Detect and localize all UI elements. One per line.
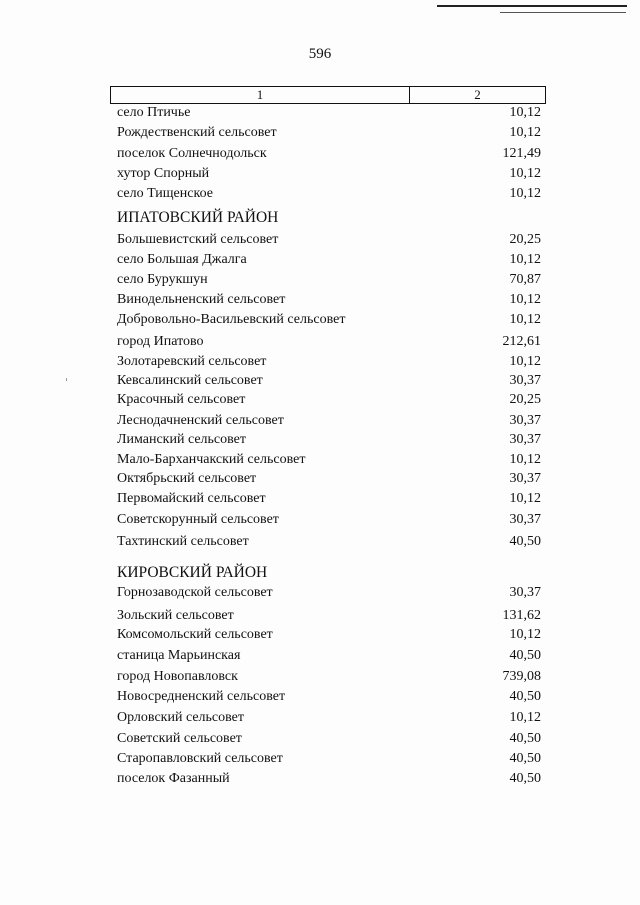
table-row (117, 687, 541, 707)
row-value: 20,25 (509, 392, 541, 407)
table-header (110, 86, 546, 104)
row-value: 10,12 (509, 312, 541, 327)
scan-speck (66, 378, 67, 381)
row-name: село Тищенское (117, 186, 213, 201)
table-row (117, 583, 541, 603)
row-name: Леснодачненский сельсовет (117, 413, 284, 428)
row-value: 30,37 (509, 413, 541, 428)
row-name: город Новопавловск (117, 669, 238, 684)
table-row (117, 749, 541, 769)
table-row (117, 144, 541, 164)
row-name: Советскорунный сельсовет (117, 512, 279, 527)
table-row (117, 310, 541, 330)
row-name: поселок Солнечнодольск (117, 146, 267, 161)
table-row (117, 606, 541, 626)
row-name: село Бурукшун (117, 272, 208, 287)
row-name: Добровольно-Васильевский сельсовет (117, 312, 346, 327)
section-title: ИПАТОВСКИЙ РАЙОН (117, 209, 279, 226)
row-name: Мало-Барханчакский сельсовет (117, 452, 306, 467)
table-row (117, 769, 541, 789)
table-row (117, 371, 541, 391)
row-value: 10,12 (509, 710, 541, 725)
row-name: станица Марьинская (117, 648, 241, 663)
row-name: Тахтинский сельсовет (117, 534, 249, 549)
row-value: 10,12 (509, 186, 541, 201)
row-value: 10,12 (509, 105, 541, 120)
table-row (117, 411, 541, 431)
row-name: село Птичье (117, 105, 191, 120)
row-value: 40,50 (509, 731, 541, 746)
row-value: 212,61 (502, 334, 541, 349)
page-number: 596 (308, 46, 332, 62)
table-row (117, 164, 541, 184)
row-name: хутор Спорный (117, 166, 210, 181)
table-row (117, 103, 541, 123)
table-row (117, 532, 541, 552)
row-name: Октябрьский сельсовет (117, 471, 257, 486)
row-value: 739,08 (502, 669, 541, 684)
row-name: город Ипатово (117, 334, 204, 349)
row-name: Новосредненский сельсовет (117, 689, 286, 704)
column-header-2: 2 (474, 87, 481, 102)
row-name: Комсомольский сельсовет (117, 627, 273, 642)
row-name: Винодельненский сельсовет (117, 292, 286, 307)
table-row (117, 352, 541, 372)
table-row (117, 390, 541, 410)
section-title: КИРОВСКИЙ РАЙОН (117, 564, 268, 581)
row-value: 30,37 (509, 585, 541, 600)
row-name: Золотаревский сельсовет (117, 354, 267, 369)
top-rule (437, 5, 627, 7)
row-name: Красочный сельсовет (117, 392, 246, 407)
table-row (117, 290, 541, 310)
table-row (117, 450, 541, 470)
table-row (117, 625, 541, 645)
row-value: 30,37 (509, 512, 541, 527)
row-name: село Большая Джалга (117, 252, 247, 267)
row-name: Рождественский сельсовет (117, 125, 277, 140)
top-rule-secondary (500, 12, 626, 13)
table-row (117, 646, 541, 666)
row-name: Первомайский сельсовет (117, 491, 266, 506)
row-name: Лиманский сельсовет (117, 432, 247, 447)
table-row (117, 510, 541, 530)
table-row (117, 123, 541, 143)
row-name: Старопавловский сельсовет (117, 751, 283, 766)
row-value: 121,49 (502, 146, 541, 161)
row-value: 30,37 (509, 471, 541, 486)
table-row (117, 184, 541, 204)
table-row (117, 270, 541, 290)
row-value: 10,12 (509, 354, 541, 369)
table-row (117, 230, 541, 250)
row-name: Горнозаводской сельсовет (117, 585, 273, 600)
row-name: Зольский сельсовет (117, 608, 234, 623)
row-value: 40,50 (509, 751, 541, 766)
row-value: 10,12 (509, 252, 541, 267)
row-name: Большевистский сельсовет (117, 232, 279, 247)
column-header-1: 1 (111, 87, 410, 103)
row-value: 10,12 (509, 627, 541, 642)
row-value: 40,50 (509, 689, 541, 704)
table-row (117, 332, 541, 352)
row-value: 10,12 (509, 292, 541, 307)
row-name: поселок Фазанный (117, 771, 230, 786)
table-row (117, 729, 541, 749)
table-row (117, 667, 541, 687)
row-value: 20,25 (509, 232, 541, 247)
table-row (117, 708, 541, 728)
table-row (117, 469, 541, 489)
row-value: 10,12 (509, 125, 541, 140)
row-value: 40,50 (509, 771, 541, 786)
row-value: 10,12 (509, 491, 541, 506)
row-value: 40,50 (509, 648, 541, 663)
row-value: 30,37 (509, 432, 541, 447)
row-value: 30,37 (509, 373, 541, 388)
table-row (117, 430, 541, 450)
row-name: Кевсалинский сельсовет (117, 373, 263, 388)
table-row (117, 250, 541, 270)
table-row (117, 489, 541, 509)
row-value: 40,50 (509, 534, 541, 549)
row-name: Советский сельсовет (117, 731, 242, 746)
row-value: 131,62 (502, 608, 541, 623)
row-value: 10,12 (509, 452, 541, 467)
row-value: 10,12 (509, 166, 541, 181)
row-name: Орловский сельсовет (117, 710, 244, 725)
row-value: 70,87 (509, 272, 541, 287)
